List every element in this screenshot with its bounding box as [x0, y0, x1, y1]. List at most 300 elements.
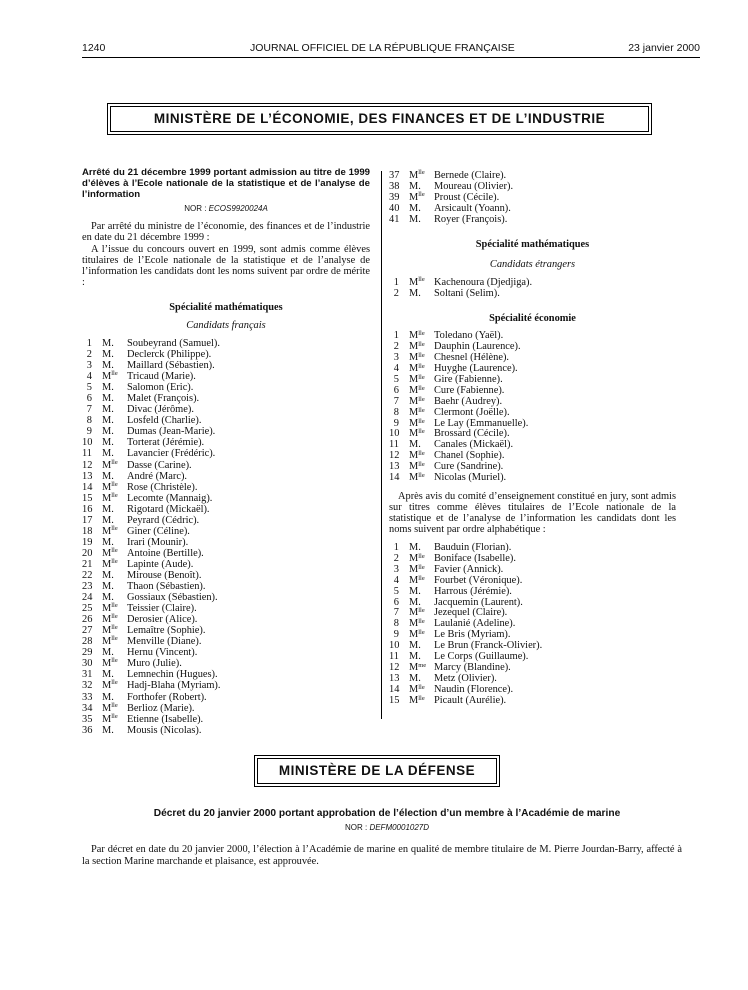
candidate-name: Rose (Christèle).	[127, 481, 198, 493]
rank-number: 6	[86, 393, 92, 405]
candidate-name: Lecomte (Mannaig).	[127, 492, 213, 504]
list-item	[82, 482, 370, 493]
candidate-name: Irari (Mounir).	[127, 536, 189, 548]
title: M.	[102, 647, 114, 659]
rank-number: 11	[389, 439, 400, 451]
title: $M^{lle}$	[409, 552, 425, 564]
candidate-name: Huyghe (Laurence).	[434, 363, 518, 375]
list-item	[389, 473, 676, 484]
list-item	[389, 554, 676, 565]
rank-number: 15	[82, 492, 93, 504]
title: $M^{lle}$	[102, 624, 118, 637]
candidate-name: Dumas (Jean-Marie).	[127, 426, 216, 438]
list-item	[82, 360, 370, 371]
rank-number: 6	[393, 384, 399, 396]
jury-admission-text: Après avis du comité d’enseignement constitué en jury, sont admis sur titres comme élèves titulaires de l’Ecole nationale de la statistique et de l’analyse de l’information les candidats dont les noms suivent par ordre alphabétique :	[389, 491, 676, 536]
title: M.	[409, 542, 421, 554]
list-item	[82, 592, 370, 603]
column-divider	[381, 171, 382, 719]
list-item	[389, 419, 676, 430]
list-item	[389, 598, 676, 609]
ministry-heading: MINISTÈRE DE L’ÉCONOMIE, DES FINANCES ET DE L’INDUSTRIE	[110, 106, 649, 132]
title: $M^{lle}$	[409, 395, 425, 407]
title: $M^{lle}$	[409, 417, 425, 429]
rank-number: 32	[82, 680, 93, 692]
candidate-name: Arsicault (Yoann).	[434, 203, 511, 215]
list-item	[389, 587, 676, 598]
journal-title: JOURNAL OFFICIEL DE LA RÉPUBLIQUE FRANÇAISE	[250, 42, 515, 54]
title: $M^{lle}$	[102, 712, 118, 725]
candidate-name: Gossiaux (Sébastien).	[127, 592, 218, 604]
title: $M^{lle}$	[409, 276, 425, 289]
list-item	[389, 386, 676, 397]
title: M.	[102, 448, 114, 460]
title: $M^{lle}$	[409, 373, 425, 385]
section-subheading-foreign: Candidats étrangers	[489, 259, 576, 271]
title: $M^{lle}$	[102, 370, 118, 383]
rank-number: 35	[82, 713, 93, 725]
rank-number: 23	[82, 581, 93, 593]
candidate-name: Lemaître (Sophie).	[127, 625, 206, 637]
list-item	[82, 448, 370, 459]
rank-number: 1	[393, 542, 399, 554]
title: $M^{lle}$	[409, 683, 425, 695]
candidate-name: Cure (Sandrine).	[434, 461, 504, 473]
rank-number: 8	[393, 406, 399, 418]
list-item	[82, 714, 370, 725]
title: $M^{lle}$	[409, 428, 425, 440]
candidate-name: Giner (Céline).	[127, 525, 190, 537]
title: $M^{lle}$	[409, 618, 425, 630]
list-item	[389, 288, 676, 299]
title: M.	[102, 382, 114, 394]
candidate-name: Cure (Fabienne).	[434, 384, 505, 396]
rank-number: 20	[82, 547, 93, 559]
ministry-heading-box	[107, 103, 652, 135]
list-item	[82, 548, 370, 559]
rank-number: 5	[393, 373, 399, 385]
rank-number: 33	[82, 691, 93, 703]
candidate-name: Losfeld (Charlie).	[127, 415, 202, 427]
list-item	[82, 636, 370, 647]
rank-number: 9	[86, 426, 92, 438]
title: $M^{lle}$	[102, 679, 118, 692]
list-item	[82, 526, 370, 537]
decret-nor-label: NOR :	[344, 823, 368, 832]
candidate-name: Muro (Julie).	[127, 658, 182, 670]
rank-number: 14	[82, 481, 93, 493]
list-item	[389, 685, 676, 696]
rank-number: 36	[82, 724, 93, 736]
title: M.	[409, 640, 421, 652]
list-item	[82, 581, 370, 592]
candidate-name: Canales (Mickaël).	[434, 439, 514, 451]
list-item	[389, 674, 676, 685]
defense-ministry-box	[254, 755, 500, 787]
candidate-name: Toledano (Yaël).	[434, 330, 504, 342]
title: $M^{lle}$	[102, 635, 118, 648]
candidate-name: Clermont (Joëlle).	[434, 406, 510, 418]
title: $M^{lle}$	[102, 602, 118, 615]
candidate-name: Torterat (Jérémie).	[127, 437, 205, 449]
candidate-name: Nicolas (Muriel).	[434, 472, 507, 484]
rank-number: 7	[393, 607, 399, 619]
rank-number: 10	[389, 640, 400, 652]
section-subheading-french: Candidats français	[186, 320, 266, 331]
title: $M^{me}$	[409, 661, 427, 673]
candidate-name: Kachenoura (Djedjiga).	[434, 277, 533, 289]
title: M.	[102, 536, 114, 548]
candidate-list-math-french-continued	[389, 170, 676, 225]
right-column	[389, 170, 676, 707]
title: $M^{lle}$	[102, 480, 118, 493]
section-heading-math-foreign: Spécialité mathématiques	[475, 239, 590, 251]
rank-number: 10	[82, 437, 93, 449]
list-item	[82, 371, 370, 382]
arrete-title: Arrêté du 21 décembre 1999 portant admission au titre de 1999 d’élèves à l’Ecole nationale de la statistique et de l’analyse de l’information	[82, 167, 370, 200]
candidate-name: Jacquemin (Laurent).	[434, 596, 523, 608]
rank-number: 4	[86, 371, 92, 383]
list-item	[82, 504, 370, 515]
candidate-name: Teissier (Claire).	[127, 603, 197, 615]
title: $M^{lle}$	[409, 607, 425, 619]
rank-number: 7	[393, 395, 399, 407]
candidate-list-math-foreign	[389, 277, 676, 299]
list-item	[82, 460, 370, 471]
list-item	[82, 692, 370, 703]
defense-ministry-heading: MINISTÈRE DE LA DÉFENSE	[257, 758, 497, 784]
candidate-list-economics	[389, 331, 676, 484]
list-item	[389, 440, 676, 451]
rank-number: 5	[86, 382, 92, 394]
list-item	[82, 725, 370, 736]
list-item	[389, 375, 676, 386]
title: $M^{lle}$	[409, 450, 425, 462]
candidate-name: Declerck (Philippe).	[127, 349, 212, 361]
candidate-name: Le Lay (Emmanuelle).	[434, 417, 529, 429]
list-item	[82, 382, 370, 393]
list-item	[389, 364, 676, 375]
list-item	[389, 397, 676, 408]
list-item	[82, 471, 370, 482]
title: $M^{lle}$	[102, 546, 118, 559]
candidate-name: Tricaud (Marie).	[127, 371, 196, 383]
candidate-name: Lapinte (Aude).	[127, 558, 194, 570]
list-item	[82, 703, 370, 714]
rank-number: 13	[389, 672, 400, 684]
list-item	[389, 641, 676, 652]
rank-number: 12	[389, 450, 400, 462]
candidate-name: Rigotard (Mickaël).	[127, 503, 210, 515]
title: M.	[102, 581, 114, 593]
list-item	[82, 625, 370, 636]
list-item	[389, 576, 676, 587]
title: $M^{lle}$	[102, 458, 118, 471]
decret-text: Par décret en date du 20 janvier 2000, l’élection à l’Académie de marine en qualité de membre titulaire de M. Pierre Jourdan-Barry, affecté à la section Marine marchande et plaisance, est approuvée.	[82, 844, 682, 867]
rank-number: 1	[393, 330, 399, 342]
candidate-name: Antoine (Bertille).	[127, 547, 204, 559]
title: $M^{lle}$	[102, 657, 118, 670]
candidate-name: Le Corps (Guillaume).	[434, 651, 529, 663]
title: M.	[409, 439, 421, 451]
list-item	[82, 437, 370, 448]
rank-number: 3	[393, 352, 399, 364]
title: M.	[409, 651, 421, 663]
candidate-name: Chesnel (Hélène).	[434, 352, 510, 364]
rank-number: 26	[82, 614, 93, 626]
title: M.	[409, 672, 421, 684]
list-item	[389, 331, 676, 342]
nor-code: ECOS9920024A	[208, 204, 268, 213]
nor-label: NOR :	[184, 204, 207, 213]
rank-number: 24	[82, 592, 93, 604]
list-item	[82, 515, 370, 526]
title: $M^{lle}$	[409, 384, 425, 396]
title: M.	[102, 437, 114, 449]
list-item	[389, 462, 676, 473]
title: M.	[102, 426, 114, 438]
rank-number: 11	[82, 448, 93, 460]
list-item	[389, 663, 676, 674]
title: M.	[102, 514, 114, 526]
left-column	[82, 167, 370, 736]
candidate-name: Peyrard (Cédric).	[127, 514, 200, 526]
list-item	[82, 559, 370, 570]
list-item	[389, 214, 676, 225]
list-item	[82, 415, 370, 426]
candidate-name: Picault (Aurélie).	[434, 694, 507, 706]
candidate-name: Naudin (Florence).	[434, 683, 514, 695]
list-item	[82, 570, 370, 581]
title: M.	[409, 288, 421, 300]
list-item	[82, 393, 370, 404]
candidate-name: Bernede (Claire).	[434, 170, 507, 181]
list-item	[389, 619, 676, 630]
list-item	[82, 680, 370, 691]
rank-number: 9	[393, 629, 399, 641]
title: $M^{lle}$	[409, 341, 425, 353]
rank-number: 1	[86, 338, 92, 349]
title: M.	[409, 214, 421, 226]
rank-number: 16	[82, 503, 93, 515]
candidate-name: Baehr (Audrey).	[434, 395, 503, 407]
title: $M^{lle}$	[102, 524, 118, 537]
title: M.	[102, 404, 114, 416]
title: $M^{lle}$	[102, 701, 118, 714]
list-item	[389, 451, 676, 462]
arrete-intro: Par arrêté du ministre de l’économie, des finances et de l’industrie en date du 21 décembre 1999 :	[82, 221, 370, 243]
title: M.	[102, 503, 114, 515]
list-item	[82, 426, 370, 437]
title: M.	[409, 596, 421, 608]
candidate-name: Fourbet (Véronique).	[434, 574, 523, 586]
list-item	[389, 203, 676, 214]
rank-number: 7	[86, 404, 92, 416]
list-item	[389, 608, 676, 619]
rank-number: 2	[393, 552, 399, 564]
arrete-admission-text: A l’issue du concours ouvert en 1999, sont admis comme élèves titulaires de l’Ecole nationale de la statistique et de l’analyse de l’information les candidats dont les noms suivent par ordre de mérite :	[82, 244, 370, 288]
candidate-name: Moureau (Olivier).	[434, 181, 514, 193]
candidate-name: Divac (Jérôme).	[127, 404, 194, 416]
title: M.	[102, 691, 114, 703]
decret-nor	[82, 823, 692, 832]
rank-number: 14	[389, 472, 400, 484]
list-item	[389, 408, 676, 419]
list-item	[82, 404, 370, 415]
title: M.	[102, 724, 114, 736]
candidate-name: Laulanié (Adeline).	[434, 618, 516, 630]
candidate-name: Menville (Diane).	[127, 636, 202, 648]
rank-number: 37	[389, 170, 400, 181]
title: M.	[102, 338, 114, 349]
rank-number: 19	[82, 536, 93, 548]
rank-number: 31	[82, 669, 93, 681]
decret-nor-code: DEFM0001027D	[369, 823, 430, 832]
rank-number: 2	[86, 349, 92, 361]
title: M.	[102, 569, 114, 581]
section-heading-economics: Spécialité économie	[489, 313, 576, 325]
candidate-name: Lemnechin (Hugues).	[127, 669, 218, 681]
candidate-name: Hadj-Blaha (Myriam).	[127, 680, 221, 692]
candidate-name: Soubeyrand (Samuel).	[127, 338, 220, 349]
title: $M^{lle}$	[409, 472, 425, 484]
candidate-name: Malet (François).	[127, 393, 200, 405]
page-number: 1240	[82, 42, 106, 54]
rank-number: 13	[389, 461, 400, 473]
candidate-name: Dauphin (Laurence).	[434, 341, 521, 353]
title: $M^{lle}$	[409, 169, 425, 181]
rank-number: 8	[86, 415, 92, 427]
rank-number: 4	[393, 363, 399, 375]
candidate-list-alphabetical	[389, 543, 676, 707]
list-item	[82, 603, 370, 614]
candidate-list-math-french	[82, 338, 370, 736]
rank-number: 10	[389, 428, 400, 440]
rank-number: 22	[82, 569, 93, 581]
rank-number: 25	[82, 603, 93, 615]
rank-number: 5	[393, 585, 399, 597]
candidate-name: Soltani (Selim).	[434, 288, 500, 300]
list-item	[82, 669, 370, 680]
title: M.	[102, 669, 114, 681]
candidate-name: Le Brun (Franck-Olivier).	[434, 640, 543, 652]
title: M.	[102, 470, 114, 482]
list-item	[389, 696, 676, 707]
title: M.	[102, 592, 114, 604]
list-item	[82, 349, 370, 360]
list-item	[389, 652, 676, 663]
rank-number: 2	[393, 288, 399, 300]
list-item	[82, 537, 370, 548]
candidate-name: Hernu (Vincent).	[127, 647, 198, 659]
list-item	[389, 429, 676, 440]
title: M.	[102, 360, 114, 372]
candidate-name: André (Marc).	[127, 470, 188, 482]
rank-number: 8	[393, 618, 399, 630]
title: $M^{lle}$	[409, 363, 425, 375]
rank-number: 3	[393, 563, 399, 575]
rank-number: 41	[389, 214, 400, 226]
candidate-name: Lavancier (Frédéric).	[127, 448, 216, 460]
candidate-name: Boniface (Isabelle).	[434, 552, 516, 564]
title: M.	[409, 585, 421, 597]
list-item	[82, 647, 370, 658]
page-header	[82, 42, 700, 56]
header-rule	[82, 57, 700, 58]
rank-number: 18	[82, 525, 93, 537]
candidate-name: Mousis (Nicolas).	[127, 724, 202, 736]
rank-number: 30	[82, 658, 93, 670]
title: $M^{lle}$	[409, 406, 425, 418]
rank-number: 13	[82, 470, 93, 482]
candidate-name: Bauduin (Florian).	[434, 542, 512, 554]
rank-number: 1	[393, 277, 399, 289]
candidate-name: Maillard (Sébastien).	[127, 360, 215, 372]
list-item	[389, 277, 676, 288]
rank-number: 14	[389, 683, 400, 695]
title: $M^{lle}$	[102, 491, 118, 504]
candidate-name: Berlioz (Marie).	[127, 702, 195, 714]
candidate-name: Marcy (Blandine).	[434, 661, 511, 673]
issue-date: 23 janvier 2000	[628, 42, 700, 54]
rank-number: 15	[389, 694, 400, 706]
title: $M^{lle}$	[409, 563, 425, 575]
title: M.	[409, 203, 421, 215]
candidate-name: Etienne (Isabelle).	[127, 713, 204, 725]
title: M.	[102, 393, 114, 405]
title: $M^{lle}$	[409, 461, 425, 473]
list-item	[389, 353, 676, 364]
title: M.	[409, 181, 421, 193]
candidate-name: Mirouse (Benoît).	[127, 569, 202, 581]
candidate-name: Salomon (Eric).	[127, 382, 194, 394]
candidate-name: Dasse (Carine).	[127, 459, 192, 471]
arrete-nor	[82, 203, 370, 214]
rank-number: 4	[393, 574, 399, 586]
list-item	[389, 342, 676, 353]
rank-number: 27	[82, 625, 93, 637]
candidate-name: Brossard (Cécile).	[434, 428, 510, 440]
decret-title: Décret du 20 janvier 2000 portant approbation de l’élection d’un membre à l’Académie de marine	[153, 808, 621, 819]
title: $M^{lle}$	[409, 191, 425, 204]
rank-number: 39	[389, 192, 400, 204]
candidate-name: Forthofer (Robert).	[127, 691, 207, 703]
rank-number: 40	[389, 203, 400, 215]
rank-number: 21	[82, 558, 93, 570]
candidate-name: Favier (Annick).	[434, 563, 504, 575]
list-item	[389, 181, 676, 192]
title: $M^{lle}$	[409, 352, 425, 364]
list-item	[82, 614, 370, 625]
rank-number: 2	[393, 341, 399, 353]
title: $M^{lle}$	[102, 613, 118, 626]
rank-number: 29	[82, 647, 93, 659]
title: M.	[102, 415, 114, 427]
candidate-name: Thaon (Sébastien).	[127, 581, 206, 593]
list-item	[82, 493, 370, 504]
rank-number: 3	[86, 360, 92, 372]
rank-number: 17	[82, 514, 93, 526]
list-item	[82, 338, 370, 349]
rank-number: 11	[389, 651, 400, 663]
title: $M^{lle}$	[102, 557, 118, 570]
candidate-name: Le Bris (Myriam).	[434, 629, 511, 641]
candidate-name: Derosier (Alice).	[127, 614, 198, 626]
title: $M^{lle}$	[409, 574, 425, 586]
title: $M^{lle}$	[409, 629, 425, 641]
rank-number: 12	[82, 459, 93, 471]
candidate-name: Gire (Fabienne).	[434, 373, 503, 385]
